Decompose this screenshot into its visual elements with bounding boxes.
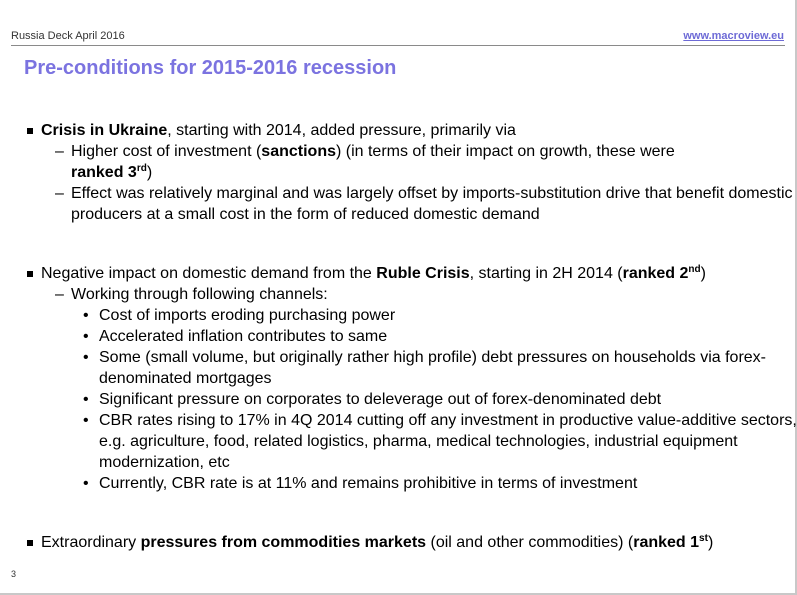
channel-item-text: Some (small volume, but originally rather high profile) debt pressures on households via forex-denominated mortgages bbox=[99, 349, 766, 387]
website-link[interactable]: www.macroview.eu bbox=[683, 30, 784, 42]
sanctions-text-1: Higher cost of investment ( bbox=[71, 143, 262, 160]
dot-bullet-icon: • bbox=[83, 412, 89, 429]
ruble-crisis-bold: Ruble Crisis bbox=[376, 265, 470, 282]
header-divider bbox=[11, 45, 785, 46]
channels-label: Working through following channels: bbox=[71, 286, 328, 303]
commodities-text-1: Extraordinary bbox=[41, 534, 141, 551]
ranked-2-bold: ranked 2 bbox=[622, 265, 689, 282]
channel-item-text: Currently, CBR rate is at 11% and remains prohibitive in terms of investment bbox=[99, 475, 638, 492]
page-number: 3 bbox=[11, 569, 17, 579]
channel-item bbox=[0, 326, 797, 347]
sub-bullet-sanctions bbox=[0, 141, 797, 183]
bullet-ukraine bbox=[0, 120, 797, 141]
commodities-bold: pressures from commodities markets bbox=[140, 534, 427, 551]
ruble-text-2: , starting in 2H 2014 ( bbox=[469, 265, 623, 282]
commodities-text-2: (oil and other commodities) ( bbox=[426, 534, 634, 551]
dash-marker: – bbox=[55, 286, 64, 303]
dot-bullet-icon: • bbox=[83, 475, 89, 492]
dot-bullet-icon: • bbox=[83, 328, 89, 345]
deck-title: Russia Deck April 2016 bbox=[11, 30, 125, 42]
square-bullet-icon bbox=[27, 271, 33, 277]
commodities-close: ) bbox=[707, 534, 714, 551]
channel-item bbox=[0, 473, 797, 494]
ruble-text-1: Negative impact on domestic demand from the bbox=[41, 265, 377, 282]
channel-item bbox=[0, 347, 797, 389]
channel-item-text: Cost of imports eroding purchasing power bbox=[99, 307, 396, 324]
effect-text: Effect was relatively marginal and was largely offset by imports-substitution drive that benefit domestic producers at a small cost in the form of reduced domestic demand bbox=[71, 185, 793, 223]
dash-marker: – bbox=[55, 143, 64, 160]
channel-item bbox=[0, 389, 797, 410]
ranked-3-bold: ranked 3 bbox=[71, 164, 137, 181]
sanctions-text-2: ) (in terms of their impact on growth, these were bbox=[335, 143, 675, 160]
dot-bullet-icon: • bbox=[83, 391, 89, 408]
ranked-2-sup: nd bbox=[688, 264, 701, 275]
channel-item bbox=[0, 410, 797, 473]
channel-item-text: Significant pressure on corporates to deleverage out of forex-denominated debt bbox=[99, 391, 662, 408]
ukraine-bold: Crisis in Ukraine bbox=[41, 122, 168, 139]
sanctions-close: ) bbox=[146, 164, 153, 181]
ranked-1-sup: st bbox=[699, 533, 708, 544]
dash-marker: – bbox=[55, 185, 64, 202]
slide-title: Pre-conditions for 2015-2016 recession bbox=[24, 57, 397, 79]
sub-bullet-channels bbox=[0, 284, 797, 305]
dot-bullet-icon: • bbox=[83, 307, 89, 324]
square-bullet-icon bbox=[27, 128, 33, 134]
ranked-3-sup: rd bbox=[136, 163, 147, 174]
sanctions-bold: sanctions bbox=[261, 143, 336, 160]
channel-item-text: Accelerated inflation contributes to same bbox=[99, 328, 388, 345]
ruble-close: ) bbox=[700, 265, 706, 282]
ukraine-rest: , starting with 2014, added pressure, primarily via bbox=[167, 122, 516, 139]
bullet-ruble bbox=[0, 263, 797, 284]
sub-bullet-effect bbox=[0, 183, 797, 225]
channel-item-text: CBR rates rising to 17% in 4Q 2014 cutting off any investment in productive value-additive sectors, e.g. agriculture, food, related logistics, pharma, medical technologies, industrial equipment modernization, etc bbox=[99, 412, 797, 471]
bullet-commodities bbox=[0, 532, 797, 553]
square-bullet-icon bbox=[27, 540, 33, 546]
channel-item bbox=[0, 305, 797, 326]
ranked-1-bold: ranked 1 bbox=[633, 534, 700, 551]
slide-body bbox=[0, 120, 797, 553]
dot-bullet-icon: • bbox=[83, 349, 89, 366]
